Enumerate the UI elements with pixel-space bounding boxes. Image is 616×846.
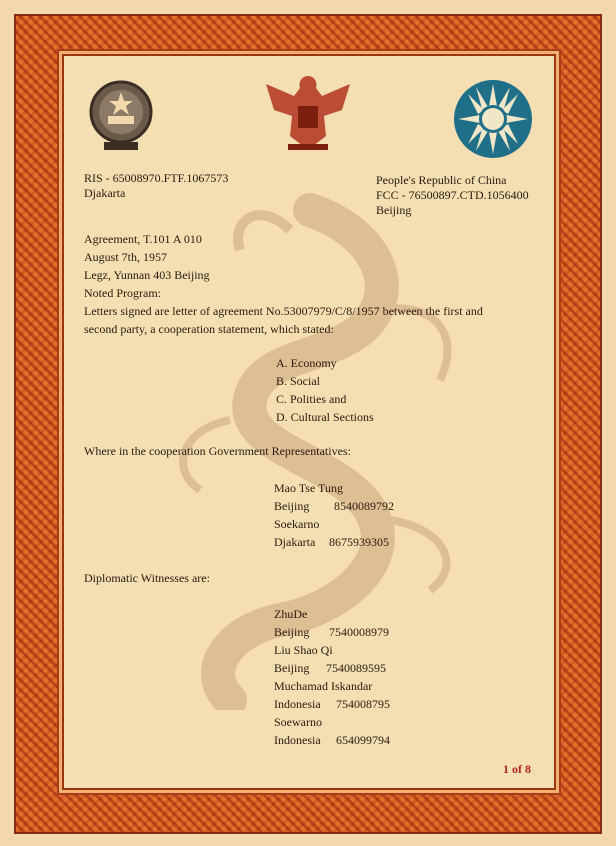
witness-name: ZhuDe: [274, 607, 308, 621]
representative-name: Soekarno: [274, 517, 320, 531]
witness-name: Soewarno: [274, 715, 322, 729]
prc-national-emblem-icon: [84, 72, 158, 158]
blue-sky-white-sun-icon: [452, 78, 534, 160]
section-item: C. Polities and: [276, 392, 347, 406]
witness-city: Beijing: [274, 625, 310, 639]
noted-program-label: Noted Program:: [84, 286, 161, 300]
witness-city: Indonesia: [274, 697, 321, 711]
representative-number: 8675939305: [329, 535, 389, 549]
agreement-number: Agreement, T.101 A 010: [84, 232, 202, 246]
garuda-pancasila-icon: [262, 66, 354, 156]
recipient-city: Beijing: [376, 203, 412, 217]
agreement-location: Legz, Yunnan 403 Beijing: [84, 268, 210, 282]
recipient-reference: FCC - 76500897.CTD.1056400: [376, 188, 529, 202]
sender-city: Djakarta: [84, 186, 126, 200]
witnesses-heading: Diplomatic Witnesses are:: [84, 571, 210, 585]
witness-city: Indonesia: [274, 733, 321, 747]
agreement-date: August 7th, 1957: [84, 250, 168, 264]
section-item: D. Cultural Sections: [276, 410, 374, 424]
representative-city: Beijing: [274, 499, 310, 513]
witness-number: 7540008979: [329, 625, 389, 639]
witness-number: 754008795: [336, 697, 390, 711]
section-item: A. Economy: [276, 356, 337, 370]
witness-name: Liu Shao Qi: [274, 643, 333, 657]
witness-number: 654099794: [336, 733, 390, 747]
witness-city: Beijing: [274, 661, 310, 675]
sender-reference: RIS - 65008970.FTF.1067573: [84, 171, 229, 185]
representatives-heading: Where in the cooperation Government Representatives:: [84, 444, 351, 458]
recipient-country: People's Republic of China: [376, 173, 507, 187]
witness-number: 7540089595: [326, 661, 386, 675]
letters-text-line-2: second party, a cooperation statement, which stated:: [84, 322, 334, 336]
representative-number: 8540089792: [334, 499, 394, 513]
representative-name: Mao Tse Tung: [274, 481, 343, 495]
witness-name: Muchamad Iskandar: [274, 679, 373, 693]
section-item: B. Social: [276, 374, 320, 388]
representative-city: Djakarta: [274, 535, 316, 549]
letters-text-line-1: Letters signed are letter of agreement No.53007979/C/8/1957 between the first and: [84, 304, 483, 318]
page-number: 1 of 8: [503, 762, 531, 776]
